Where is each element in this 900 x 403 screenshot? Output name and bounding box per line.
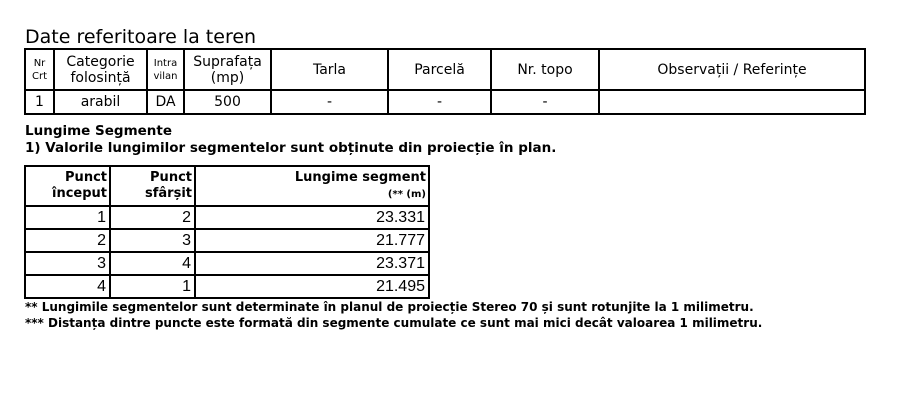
cell-categorie: arabil: [54, 90, 147, 114]
table-header-row: [25, 49, 865, 90]
table-row: [25, 206, 429, 229]
cell-parcela: -: [388, 90, 491, 114]
header-suprafata: Suprafața (mp): [184, 49, 271, 90]
header-categorie: Categorie folosință: [54, 49, 147, 90]
header-lungime: Lungime segment (** (m): [195, 166, 429, 206]
segments-table: [24, 165, 430, 299]
table-header-row: [25, 166, 429, 206]
cell-lungime: 21.495: [195, 275, 429, 298]
footnote-stereo70: ** Lungimile segmentelor sunt determinate în planul de proiecție Stereo 70 și sunt rotunjite la 1 milimetru.: [25, 300, 754, 314]
table-row: [25, 275, 429, 298]
cell-nr-topo: -: [491, 90, 599, 114]
cell-nr: 1: [25, 90, 54, 114]
cell-observatii: [599, 90, 865, 114]
table-row: [25, 90, 865, 114]
footnote-distanta: *** Distanța dintre puncte este formată din segmente cumulate ce sunt mai mici decât valoarea 1 milimetru.: [25, 316, 763, 330]
header-parcela: Parcelă: [388, 49, 491, 90]
header-intravilan: Intra vilan: [147, 49, 184, 90]
cell-intravilan: DA: [147, 90, 184, 114]
header-punct-sfarsit: Punct sfârșit: [110, 166, 195, 206]
header-nr-crt: Nr Crt: [25, 49, 54, 90]
cell-lungime: 23.371: [195, 252, 429, 275]
cell-punct-inceput: 3: [25, 252, 110, 275]
segments-heading: Lungime Segmente: [25, 123, 173, 139]
cell-punct-inceput: 2: [25, 229, 110, 252]
cell-punct-inceput: 4: [25, 275, 110, 298]
cell-punct-sfarsit: 4: [110, 252, 195, 275]
section-title: Date referitoare la teren: [25, 26, 257, 48]
header-nr-topo: Nr. topo: [491, 49, 599, 90]
cell-punct-sfarsit: 3: [110, 229, 195, 252]
teren-table: [24, 48, 866, 115]
table-row: [25, 252, 429, 275]
cell-tarla: -: [271, 90, 388, 114]
header-tarla: Tarla: [271, 49, 388, 90]
cell-punct-sfarsit: 2: [110, 206, 195, 229]
header-observatii: Observații / Referințe: [599, 49, 865, 90]
header-punct-inceput: Punct început: [25, 166, 110, 206]
cell-punct-inceput: 1: [25, 206, 110, 229]
cell-lungime: 21.777: [195, 229, 429, 252]
cell-lungime: 23.331: [195, 206, 429, 229]
table-row: [25, 229, 429, 252]
cell-suprafata: 500: [184, 90, 271, 114]
segments-note: 1) Valorile lungimilor segmentelor sunt obținute din proiecție în plan.: [25, 140, 557, 156]
cell-punct-sfarsit: 1: [110, 275, 195, 298]
